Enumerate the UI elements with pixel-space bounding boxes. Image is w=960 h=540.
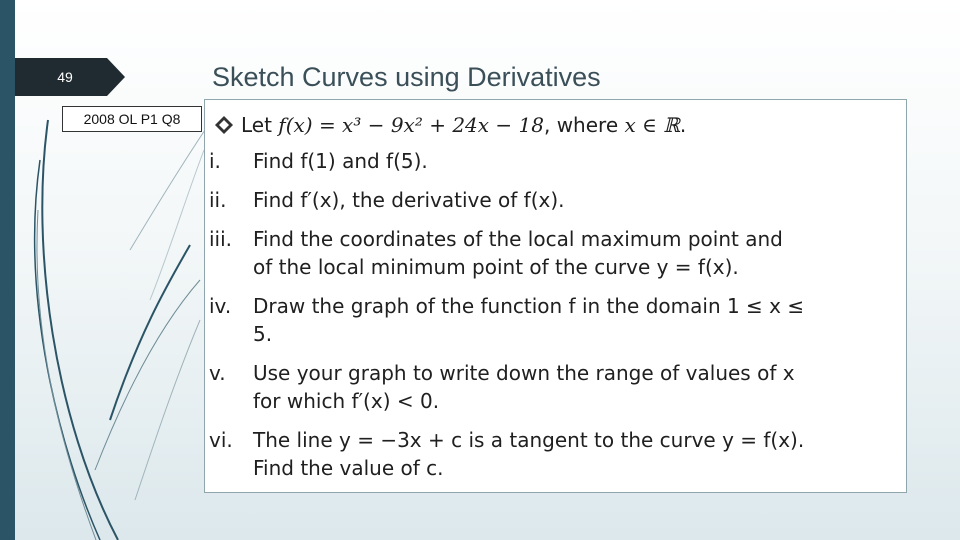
slide-number: 49 [57,69,73,85]
function-domain: x ∈ ℝ [624,113,680,137]
question-box: Let f(x) = x³ − 9x² + 24x − 18, where x ∈ ℝ. i. Find f(1) and f(5). ii. Find f′(x), the derivative of f(x). iii. Find the coordinates of the local maximum point and of the local minimum point of the curve y = f(x). iv. Draw the graph of the function f in the domain 1 ≤ x ≤ 5. v. Use your graph to write down the range of values of x for which f′(x) < 0. vi. The line y = −3x + c is a tangent to the curve y = f(x). Find the value of c. [204,99,907,493]
slide-title: Sketch Curves using Derivatives [212,62,601,92]
question-stem: Let f(x) = x³ − 9x² + 24x − 18, where x ∈ ℝ. [241,113,687,137]
slide-number-badge [15,58,125,96]
left-accent-bar [0,0,15,540]
diamond-bullet-icon [214,115,234,135]
source-label: 2008 OL P1 Q8 [62,106,202,132]
function-definition: f(x) = x³ − 9x² + 24x − 18 [278,113,544,137]
